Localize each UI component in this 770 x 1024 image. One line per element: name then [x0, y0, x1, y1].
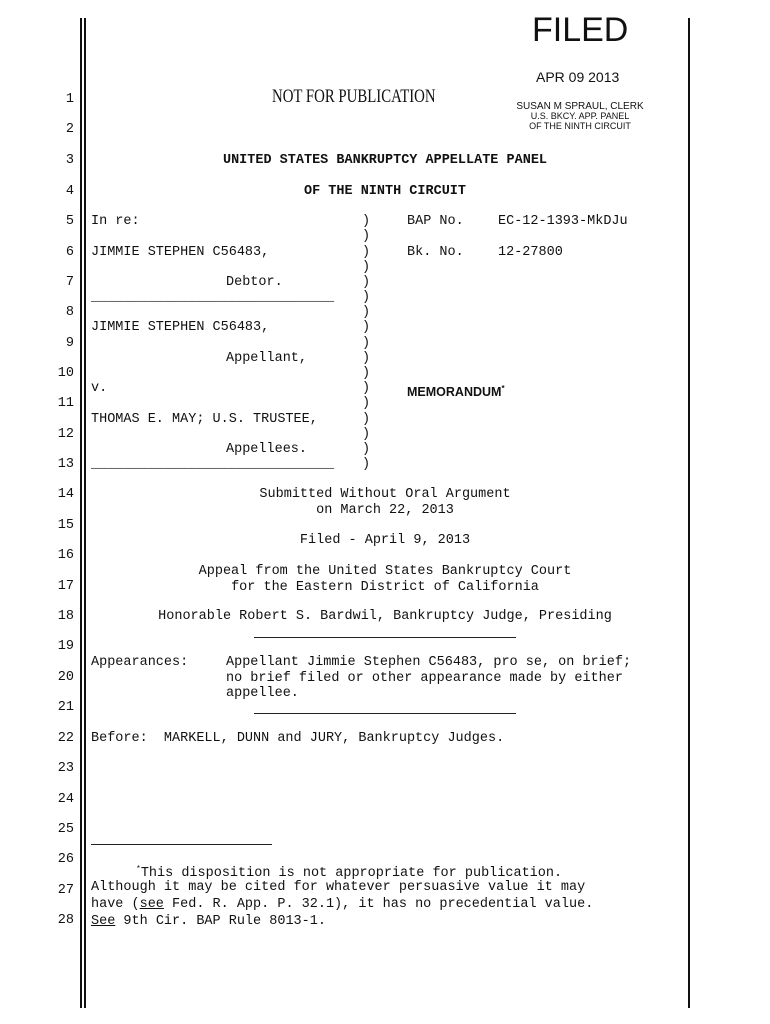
- footnote-line4: [91, 914, 326, 930]
- memorandum-title: [407, 381, 505, 400]
- submitted-line2: on March 22, 2013: [316, 503, 454, 518]
- caption-paren: ): [362, 245, 371, 260]
- court-heading-line2: OF THE NINTH CIRCUIT: [303, 184, 467, 199]
- footnote-text: 9th Cir. BAP Rule 8013-1.: [115, 914, 326, 929]
- submitted-line1: Submitted Without Oral Argument: [259, 487, 511, 502]
- line-number: 24: [57, 792, 74, 807]
- caption-paren: ): [362, 290, 371, 305]
- line-number: 21: [57, 700, 74, 715]
- separator-line: [254, 713, 516, 714]
- line-number: 10: [57, 366, 74, 381]
- line-number: 25: [57, 822, 74, 837]
- line-number: 17: [57, 579, 74, 594]
- bap-label: BAP No.: [407, 214, 464, 229]
- caption-paren: ): [362, 336, 371, 351]
- footnote-text: Fed. R. App. P. 32.1), it has no precedential value.: [163, 897, 594, 912]
- footnote-separator: [91, 844, 272, 845]
- footnote-line1: [136, 862, 562, 882]
- appellant-role: Appellant,: [226, 351, 308, 366]
- footnote-text: have (: [91, 897, 140, 912]
- bk-label: Bk. No.: [407, 245, 464, 260]
- caption-paren: ): [362, 320, 371, 335]
- separator-line: [254, 637, 516, 638]
- versus: v.: [91, 381, 108, 396]
- line-number: 6: [65, 245, 74, 260]
- appellees-role: Appellees.: [226, 442, 308, 457]
- before-judges: Before: MARKELL, DUNN and JURY, Bankruptcy Judges.: [91, 731, 505, 746]
- line-number: 19: [57, 639, 74, 654]
- footnote-mark: *: [136, 865, 141, 874]
- left-margin-rule-inner: [84, 18, 86, 1008]
- line-number: 13: [57, 457, 74, 472]
- line-number: 23: [57, 761, 74, 776]
- presiding-judge: Honorable Robert S. Bardwil, Bankruptcy Judge, Presiding: [158, 609, 612, 624]
- line-number: 1: [65, 92, 74, 107]
- in-re: In re:: [91, 214, 140, 229]
- caption-paren: ): [362, 396, 371, 411]
- caption-paren: ): [362, 260, 371, 275]
- line-number: 8: [65, 305, 74, 320]
- court-heading-line1: UNITED STATES BANKRUPTCY APPELLATE PANEL: [222, 153, 548, 168]
- line-number: 2: [65, 122, 74, 137]
- caption-paren: ): [362, 214, 371, 229]
- line-number: 9: [65, 336, 74, 351]
- line-number: 18: [57, 609, 74, 624]
- footnote-line2: Although it may be cited for whatever persuasive value it may: [91, 880, 586, 895]
- bap-number: EC-12-1393-MkDJu: [498, 214, 628, 229]
- caption-paren: ): [362, 381, 371, 396]
- right-margin-rule: [688, 18, 690, 1008]
- caption-divider: ______________________________: [91, 290, 335, 305]
- line-number: 12: [57, 427, 74, 442]
- line-number: 11: [57, 396, 74, 411]
- line-number: 5: [65, 214, 74, 229]
- caption-paren: ): [362, 366, 371, 381]
- filed-date: APR 09 2013: [536, 69, 620, 85]
- caption-paren: ): [362, 305, 371, 320]
- line-number: 26: [57, 852, 74, 867]
- clerk-name: SUSAN M SPRAUL, CLERK: [516, 101, 644, 112]
- bk-number: 12-27800: [498, 245, 563, 260]
- memorandum-footnote-mark: *: [501, 384, 505, 393]
- appellees-name: THOMAS E. MAY; U.S. TRUSTEE,: [91, 412, 318, 427]
- line-number: 14: [57, 487, 74, 502]
- clerk-circuit: OF THE NINTH CIRCUIT: [529, 121, 631, 131]
- caption-paren: ): [362, 457, 371, 472]
- line-number: 7: [65, 275, 74, 290]
- caption-paren: ): [362, 427, 371, 442]
- footnote-see: See: [91, 914, 116, 929]
- line-number: 4: [65, 184, 74, 199]
- caption-paren: ): [362, 412, 371, 427]
- appearances-line1: Appellant Jimmie Stephen C56483, pro se, on brief;: [226, 655, 632, 670]
- appearances-label: Appearances:: [91, 655, 189, 670]
- debtor-name: JIMMIE STEPHEN C56483,: [91, 245, 270, 260]
- line-number: 27: [57, 883, 74, 898]
- line-number: 22: [57, 731, 74, 746]
- line-number: 15: [57, 518, 74, 533]
- left-margin-rule-outer: [80, 18, 82, 1008]
- filed-title: FILED: [532, 11, 629, 49]
- caption-paren: ): [362, 351, 371, 366]
- memorandum-label: MEMORANDUM: [407, 385, 502, 399]
- caption-paren: ): [362, 275, 371, 290]
- appeal-line2: for the Eastern District of California: [231, 580, 539, 595]
- line-number: 16: [57, 548, 74, 563]
- appeal-line1: Appeal from the United States Bankruptcy Court: [198, 564, 572, 579]
- debtor-role: Debtor.: [226, 275, 283, 290]
- not-for-publication: NOT FOR PUBLICATION: [272, 86, 436, 107]
- line-number: 20: [57, 670, 74, 685]
- caption-divider: ______________________________: [91, 457, 335, 472]
- line-number: 28: [57, 913, 74, 928]
- clerk-panel: U.S. BKCY. APP. PANEL: [530, 111, 630, 121]
- footnote-text: This disposition is not appropriate for publication.: [140, 866, 563, 881]
- filed-date-line: Filed - April 9, 2013: [299, 533, 471, 548]
- footnote-line3: [91, 897, 593, 913]
- caption-paren: ): [362, 229, 371, 244]
- caption-paren: ): [362, 442, 371, 457]
- line-number: 3: [65, 153, 74, 168]
- appearances-line3: appellee.: [226, 686, 299, 701]
- footnote-see: see: [139, 897, 164, 912]
- appearances-line2: no brief filed or other appearance made by either: [226, 671, 623, 686]
- appellant-name: JIMMIE STEPHEN C56483,: [91, 320, 270, 335]
